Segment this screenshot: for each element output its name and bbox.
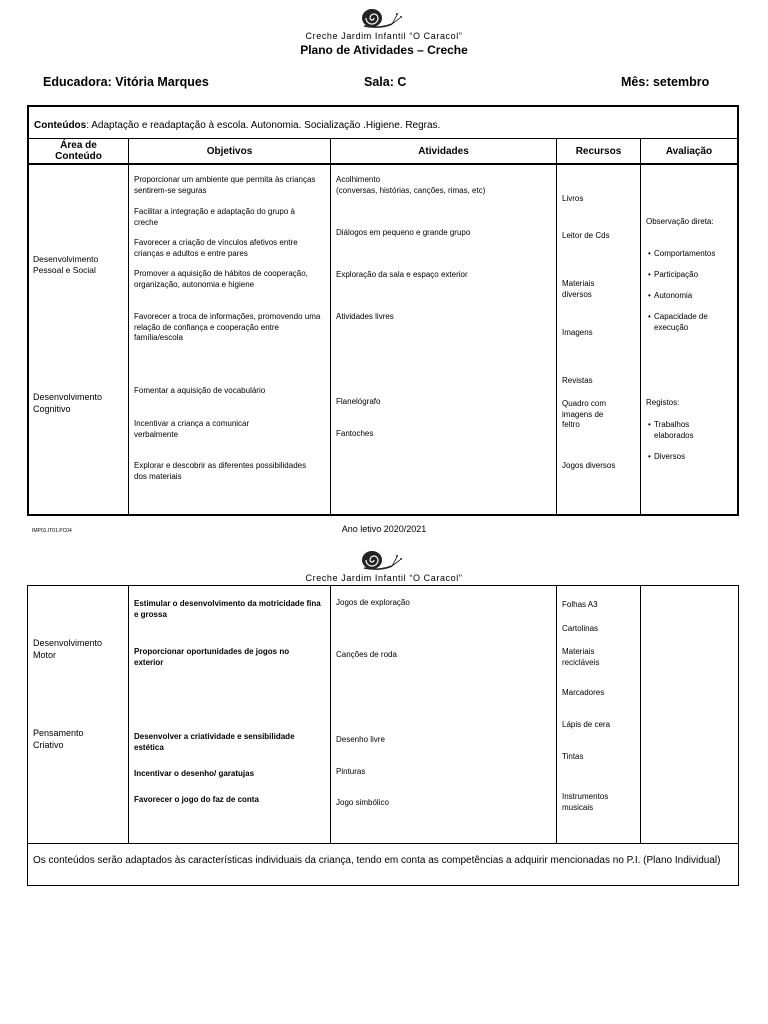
objective-item: Favorecer a troca de informações, promovendo uma relação de confiança e cooperação entre família/escola xyxy=(134,312,321,342)
resource-item: Revistas xyxy=(562,376,593,385)
header-activities: Atividades xyxy=(418,146,469,157)
resource-item: Instrumentos musicais xyxy=(562,792,609,812)
objective-item: Proporcionar oportunidades de jogos no exterior xyxy=(134,647,290,667)
resource-item: Materiais recicláveis xyxy=(562,647,600,667)
activity-item: Acolhimento (conversas, histórias, canções, rimas, etc) xyxy=(336,175,486,195)
objective-item: Explorar e descobrir as diferentes possibilidades dos materiais xyxy=(134,461,307,481)
activity-item: Exploração da sala e espaço exterior xyxy=(336,270,468,279)
school-name-page2: Creche Jardim Infantil “O Caracol” xyxy=(305,573,463,583)
educator-name: Educadora: Vitória Marques xyxy=(43,75,209,89)
school-year: Ano letivo 2020/2021 xyxy=(341,524,427,534)
resource-item: Leitor de Cds xyxy=(562,231,610,240)
contents-label: Conteúdos xyxy=(34,120,87,131)
snail-logo-icon xyxy=(360,549,406,571)
resource-item: Cartolinas xyxy=(562,624,599,633)
resource-item: Imagens xyxy=(562,328,593,337)
school-name: Creche Jardim Infantil “O Caracol” xyxy=(305,31,463,41)
activity-item: Jogo simbólico xyxy=(336,798,389,807)
activity-item: Jogos de exploração xyxy=(336,598,410,607)
objective-item: Favorecer a criação de vínculos afetivos entre crianças e adultos e entre pares xyxy=(134,238,298,258)
activity-item: Diálogos em pequeno e grande grupo xyxy=(336,228,471,237)
activity-item: Canções de roda xyxy=(336,650,397,659)
area-cognitive: Desenvolvimento Cognitivo xyxy=(33,392,103,414)
resource-item: Lápis de cera xyxy=(562,720,611,729)
contents-text: : Adaptação e readaptação à escola. Autonomia. Socialização .Higiene. Regras. xyxy=(86,120,441,131)
month-label: Mês: setembro xyxy=(621,75,710,89)
objective-item: Proporcionar um ambiente que permita às crianças sentirem-se seguras xyxy=(134,175,316,195)
objective-item: Favorecer o jogo do faz de conta xyxy=(134,795,259,804)
evaluation-item: • Trabalhos elaborados xyxy=(654,420,736,441)
area-creative-thinking: Pensamento Criativo xyxy=(33,728,84,750)
evaluation-item: • Comportamentos xyxy=(654,249,736,260)
header-area: Área de Conteúdo xyxy=(55,140,102,162)
room-label: Sala: C xyxy=(364,75,407,89)
plan-title: Plano de Atividades – Creche xyxy=(300,43,468,57)
evaluation-records-title: Registos: xyxy=(646,398,680,407)
activity-item: Fantoches xyxy=(336,429,374,438)
evaluation-item: • Capacidade de execução xyxy=(654,312,736,333)
header-objectives: Objetivos xyxy=(206,146,253,157)
objective-item: Incentivar o desenho/ garatujas xyxy=(134,769,255,778)
evaluation-item: • Participação xyxy=(654,270,736,281)
evaluation-item: • Autonomia xyxy=(654,291,736,302)
evaluation-item: • Diversos xyxy=(654,452,736,463)
contents-row xyxy=(34,120,440,131)
objective-item: Promover a aquisição de hábitos de cooperação, organização, autonomia e higiene xyxy=(134,269,308,289)
resource-item: Materiais diversos xyxy=(562,279,595,299)
resource-item: Marcadores xyxy=(562,688,605,697)
activity-item: Desenho livre xyxy=(336,735,385,744)
area-personal-social: Desenvolvimento Pessoal e Social xyxy=(33,254,99,275)
adaptation-note: Os conteúdos serão adaptados às características individuais da criança, tendo em conta as competências a adquirir mencionadas no P.I. (Plano Individual) xyxy=(33,855,721,866)
activity-item: Flanelógrafo xyxy=(336,397,381,406)
objective-item: Fomentar a aquisição de vocabulário xyxy=(134,386,266,395)
resource-item: Livros xyxy=(562,194,584,203)
objective-item: Incentivar a criança a comunicar verbalmente xyxy=(134,419,250,439)
resource-item: Jogos diversos xyxy=(562,461,616,470)
resource-item: Folhas A3 xyxy=(562,600,598,609)
document-code: IMP01.IT01.PC04 xyxy=(32,528,72,534)
evaluation-direct-title: Observação direta: xyxy=(646,217,714,226)
snail-logo-icon xyxy=(360,7,406,29)
objective-item: Facilitar a integração e adaptação do grupo à creche xyxy=(134,207,295,227)
header-evaluation: Avaliação xyxy=(665,146,713,157)
header-resources: Recursos xyxy=(575,146,622,157)
resource-item: Quadro com imagens de feltro xyxy=(562,399,607,429)
area-motor: Desenvolvimento Motor xyxy=(33,638,103,660)
activity-item: Atividades livres xyxy=(336,312,394,321)
objective-item: Desenvolver a criatividade e sensibilidade estética xyxy=(134,732,295,752)
activity-item: Pinturas xyxy=(336,767,366,776)
resource-item: Tintas xyxy=(562,752,584,761)
objective-item: Estimular o desenvolvimento da motricidade fina e grossa xyxy=(134,599,321,619)
